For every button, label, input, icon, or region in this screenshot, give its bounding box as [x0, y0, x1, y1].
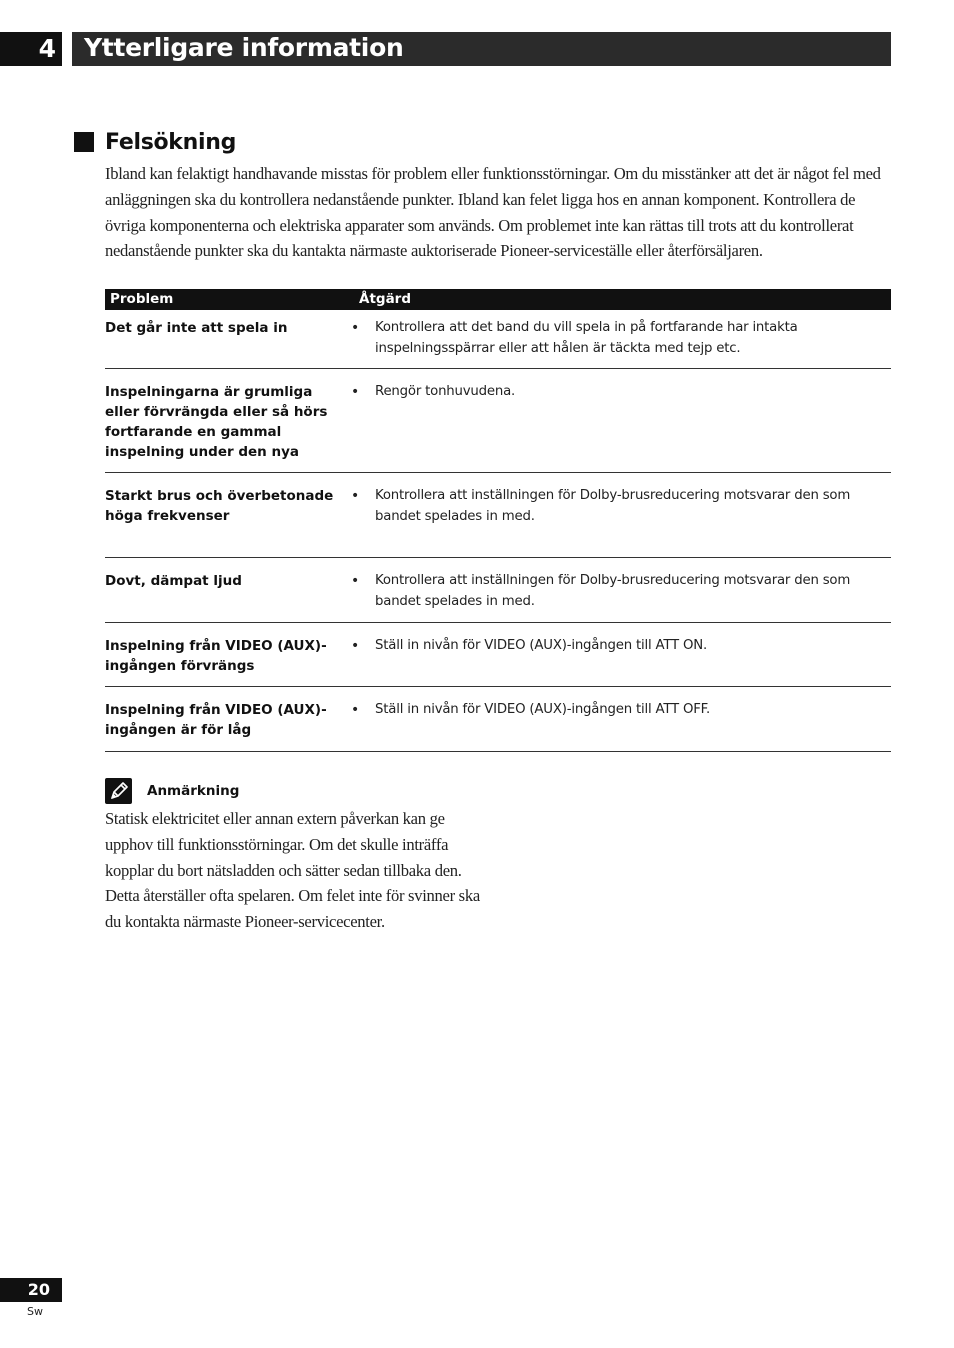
- table-row: [105, 558, 891, 623]
- troubleshooting-table: [105, 289, 891, 752]
- table-row: [105, 310, 891, 369]
- problem-cell: Starkt brus och överbetonade höga frekvenser: [105, 488, 334, 524]
- bullet-icon: •: [351, 702, 360, 718]
- language-code: Sw: [27, 1305, 43, 1318]
- column-header-problem: Problem: [110, 291, 174, 307]
- column-header-action: Åtgärd: [359, 291, 411, 307]
- problem-cell: Inspelning från VIDEO (AUX)-ingången är för låg: [105, 702, 327, 738]
- action-cell: [351, 318, 891, 359]
- table-row: [105, 623, 891, 687]
- action-text: Kontrollera att inställningen för Dolby-brusreducering motsvarar den som bandet spelades in med.: [375, 573, 851, 609]
- section-title: Felsökning: [105, 130, 237, 155]
- bullet-icon: •: [351, 320, 360, 336]
- table-header: [105, 289, 891, 310]
- action-cell: [351, 700, 891, 721]
- note-label: Anmärkning: [147, 783, 240, 799]
- page-number: 20: [0, 1278, 62, 1302]
- chapter-title-bar: [72, 32, 891, 66]
- chapter-number-box: [0, 32, 62, 66]
- table-row: [105, 687, 891, 752]
- action-text: Rengör tonhuvudena.: [375, 384, 516, 399]
- action-text: Ställ in nivån för VIDEO (AUX)-ingången till ATT OFF.: [375, 702, 711, 717]
- action-cell: [351, 486, 891, 527]
- action-cell: [351, 382, 891, 403]
- problem-cell: Inspelningarna är grumliga eller förvrängda eller så hörs fortfarande en gammal inspelning under den nya: [105, 384, 328, 460]
- bullet-icon: •: [351, 638, 360, 654]
- action-cell: [351, 636, 891, 657]
- section-intro: Ibland kan felaktigt handhavande misstas för problem eller funktionsstörningar. Om du misstänker att det är något fel med anläggningen ska du kontrollera nedanstående punkter. Ibland kan felet ligga hos en annan komponent. Kontrollera de övriga komponenterna och elektriska apparater som används. Om problemet inte kan rättas till trots att du kontrollerat nedanstående punkter ska du kantakta närmaste auktoriserade Pioneer-serviceställe eller återförsäljaren.: [105, 164, 881, 261]
- bullet-icon: •: [351, 384, 360, 400]
- pencil-note-icon: [105, 778, 132, 804]
- bullet-icon: •: [351, 573, 360, 589]
- problem-cell: Dovt, dämpat ljud: [105, 573, 242, 589]
- action-cell: [351, 571, 891, 612]
- problem-cell: Inspelning från VIDEO (AUX)-ingången förvrängs: [105, 638, 327, 674]
- problem-cell: Det går inte att spela in: [105, 320, 288, 336]
- section-marker-icon: [74, 132, 94, 152]
- bullet-icon: •: [351, 488, 360, 504]
- chapter-title: Ytterligare information: [84, 33, 404, 62]
- table-row: [105, 473, 891, 558]
- table-row: [105, 369, 891, 473]
- chapter-number: 4: [38, 34, 56, 63]
- action-text: Kontrollera att det band du vill spela in på fortfarande har intakta inspelningsspärrar eller att hålen är täckta med tejp etc.: [375, 320, 798, 356]
- action-text: Kontrollera att inställningen för Dolby-brusreducering motsvarar den som bandet spelades in med.: [375, 488, 851, 524]
- action-text: Ställ in nivån för VIDEO (AUX)-ingången till ATT ON.: [375, 638, 708, 653]
- note-text: Statisk elektricitet eller annan extern påverkan kan ge upphov till funktionsstörningar. Om det skulle inträffa kopplar du bort nätsladden och sätter sedan tillbaka den. Detta återställer ofta spelaren. Om felet inte för svinner ska du kontakta närmaste Pioneer-servicecenter.: [105, 809, 480, 932]
